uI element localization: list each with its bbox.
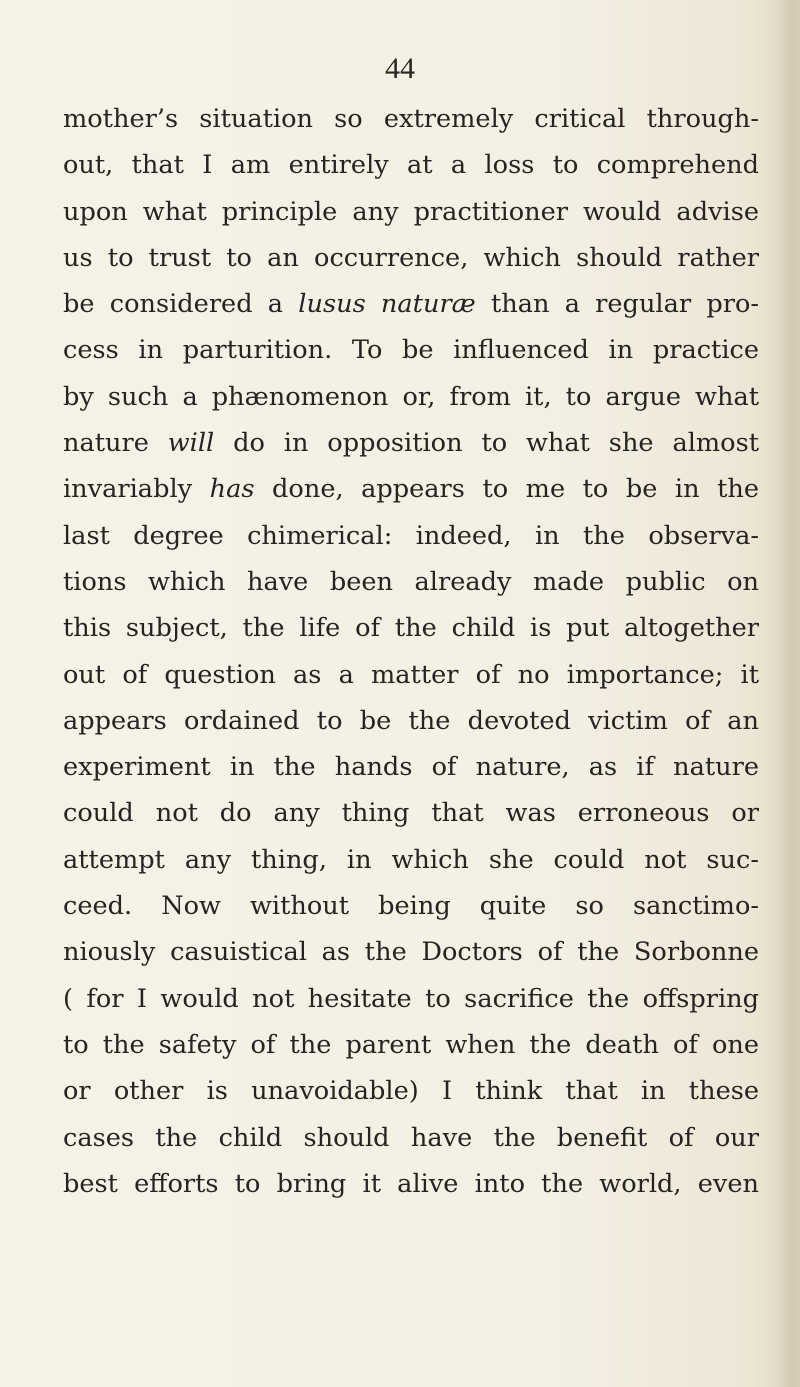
- italic-phrase: lusus naturæ: [298, 289, 476, 320]
- text-line: this subject, the life of the child is put altogether: [63, 613, 759, 644]
- text-line: niously casuistical as the Doctors of the Sorbonne: [63, 937, 759, 968]
- text-line: or other is unavoidable) I think that in these: [63, 1076, 759, 1107]
- text-line: nature will do in opposition to what she almost: [63, 428, 759, 459]
- text-line: mother’s situation so extremely critical through-: [63, 104, 759, 134]
- text-line: tions which have been already made public on: [63, 566, 759, 597]
- text-line: experiment in the hands of nature, as if nature: [63, 752, 759, 783]
- text-line: cess in parturition. To be influenced in practice: [63, 335, 759, 366]
- text-line: out of question as a matter of no importance; it: [63, 659, 759, 690]
- text-line: out, that I am entirely at a loss to comprehend: [63, 150, 759, 181]
- text-line: last degree chimerical: indeed, in the observa-: [63, 520, 759, 551]
- text-line: appears ordained to be the devoted victim of an: [63, 705, 759, 736]
- text-line: us to trust to an occurrence, which should rather: [63, 242, 759, 273]
- text-line: to the safety of the parent when the death of one: [63, 1029, 759, 1060]
- italic-word: has: [209, 474, 255, 505]
- text-line: ceed. Now without being quite so sanctimo-: [63, 891, 759, 922]
- text-line: be considered a lusus naturæ than a regular pro-: [63, 289, 759, 320]
- text-line: invariably has done, appears to me to be in the: [63, 474, 759, 505]
- text-line: best efforts to bring it alive into the world, even: [63, 1168, 759, 1199]
- text-line: upon what principle any practitioner would advise: [63, 196, 759, 227]
- text-line: cases the child should have the benefit of our: [63, 1122, 759, 1153]
- text-line: attempt any thing, in which she could not suc-: [63, 844, 759, 875]
- text-line: ( for I would not hesitate to sacrifice the offspring: [63, 983, 759, 1014]
- body-text: [63, 96, 759, 1207]
- text-line: by such a phænomenon or, from it, to argue what: [63, 381, 759, 412]
- page-edge-shadow: [778, 0, 800, 1387]
- italic-word: will: [167, 428, 215, 459]
- page-number: 44: [385, 52, 415, 85]
- text-line: could not do any thing that was erroneous or: [63, 798, 759, 829]
